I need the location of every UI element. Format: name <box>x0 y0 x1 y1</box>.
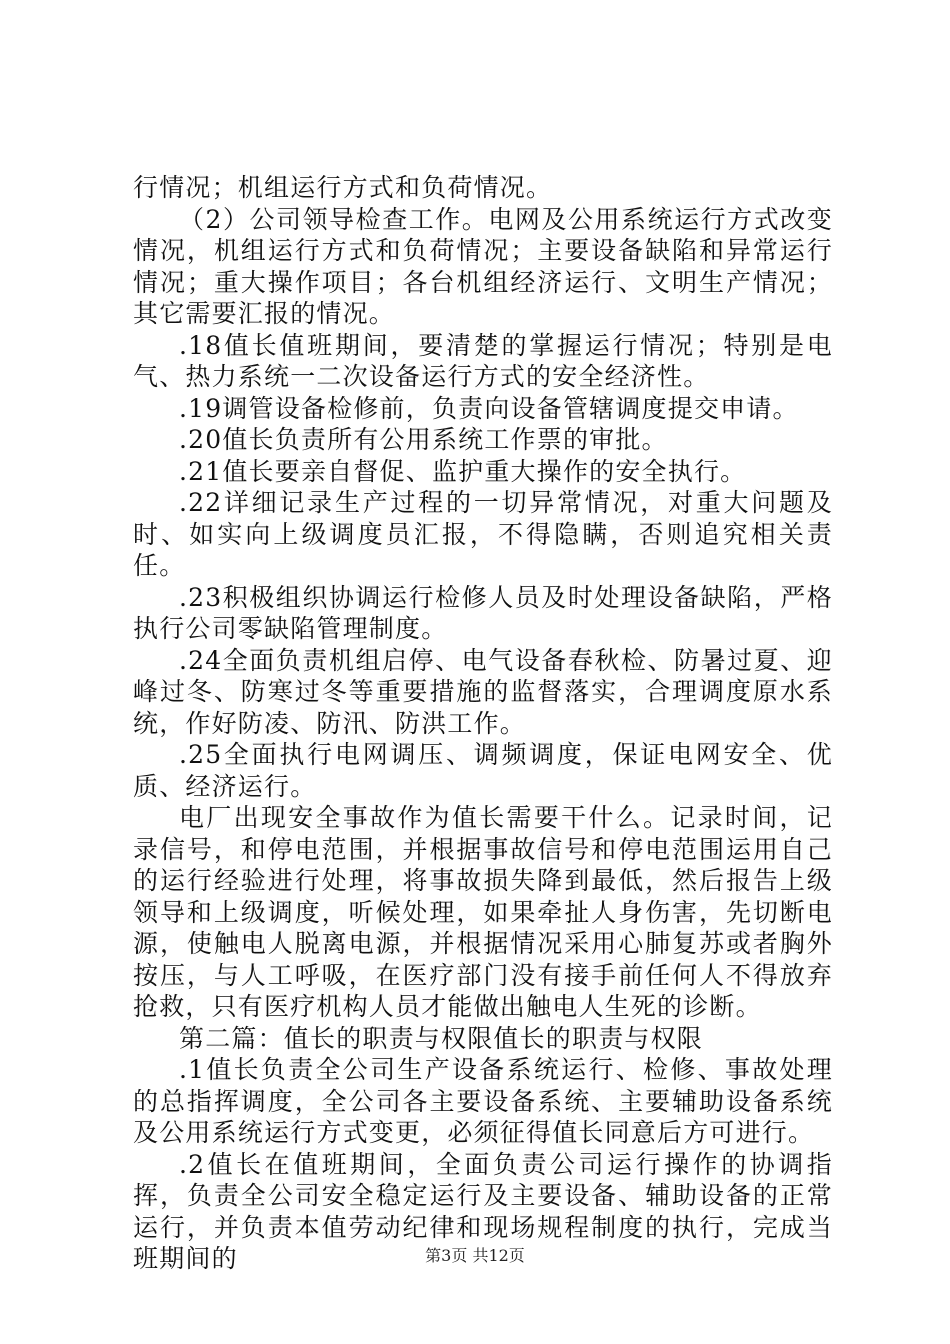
paragraph-duty-1: .1值长负责全公司生产设备系统运行、检修、事故处理的总指挥调度，全公司各主要设备系统、主要辅助设备系统及公用系统运行方式变更，必须征得值长同意后方可进行。 <box>133 1055 833 1147</box>
paragraph-item-22: .22详细记录生产过程的一切异常情况，对重大问题及时、如实向上级调度员汇报，不得隐瞒，否则追究相关责任。 <box>133 488 833 580</box>
paragraph-item-25: .25全面执行电网调压、调频调度，保证电网安全、优质、经济运行。 <box>133 740 833 801</box>
paragraph-company-leader-inspection: （2）公司领导检查工作。电网及公用系统运行方式改变情况，机组运行方式和负荷情况；主要设备缺陷和异常运行情况；重大操作项目；各台机组经济运行、文明生产情况；其它需要汇报的情况。 <box>133 204 833 328</box>
paragraph-duty-2: .2值长在值班期间，全面负责公司运行操作的协调指挥，负责全公司安全稳定运行及主要设备、辅助设备的正常运行，并负责本值劳动纪律和现场规程制度的执行，完成当班期间的 <box>133 1149 833 1273</box>
document-body <box>133 172 833 1275</box>
paragraph-item-20: .20值长负责所有公用系统工作票的审批。 <box>179 425 668 454</box>
paragraph-item-18: .18值长值班期间，要清楚的掌握运行情况；特别是电气、热力系统一二次设备运行方式的安全经济性。 <box>133 330 833 391</box>
page-footer <box>0 1246 950 1266</box>
paragraph-continuation: 行情况；机组运行方式和负荷情况。 <box>133 173 553 202</box>
paragraph-item-23: .23积极组织协调运行检修人员及时处理设备缺陷，严格执行公司零缺陷管理制度。 <box>133 582 833 643</box>
paragraph-item-21: .21值长要亲自督促、监护重大操作的安全执行。 <box>179 456 747 486</box>
paragraph-safety-accident: 电厂出现安全事故作为值长需要干什么。记录时间，记录信号，和停电范围，并根据事故信号和停电范围运用自己的运行经验进行处理，将事故损失降到最低，然后报告上级领导和上级调度，听候处理，如果牵扯人身伤害，先切断电源，使触电人脱离电源，并根据情况采用心肺复苏或者胸外按压，与人工呼吸，在医疗部门没有接手前任何人不得放弃抢救，只有医疗机构人员才能做出触电人生死的诊断。 <box>133 803 833 1021</box>
paragraph-item-24: .24全面负责机组启停、电气设备春秋检、防暑过夏、迎峰过冬、防寒过冬等重要措施的监督落实，合理调度原水系统，作好防凌、防汛、防洪工作。 <box>133 645 833 738</box>
paragraph-item-19: .19调管设备检修前，负责向设备管辖调度提交申请。 <box>179 393 799 423</box>
page-number-label: 第3页 共12页 <box>425 1246 525 1265</box>
section-heading-part-two: 第二篇：值长的职责与权限值长的职责与权限 <box>179 1023 704 1053</box>
